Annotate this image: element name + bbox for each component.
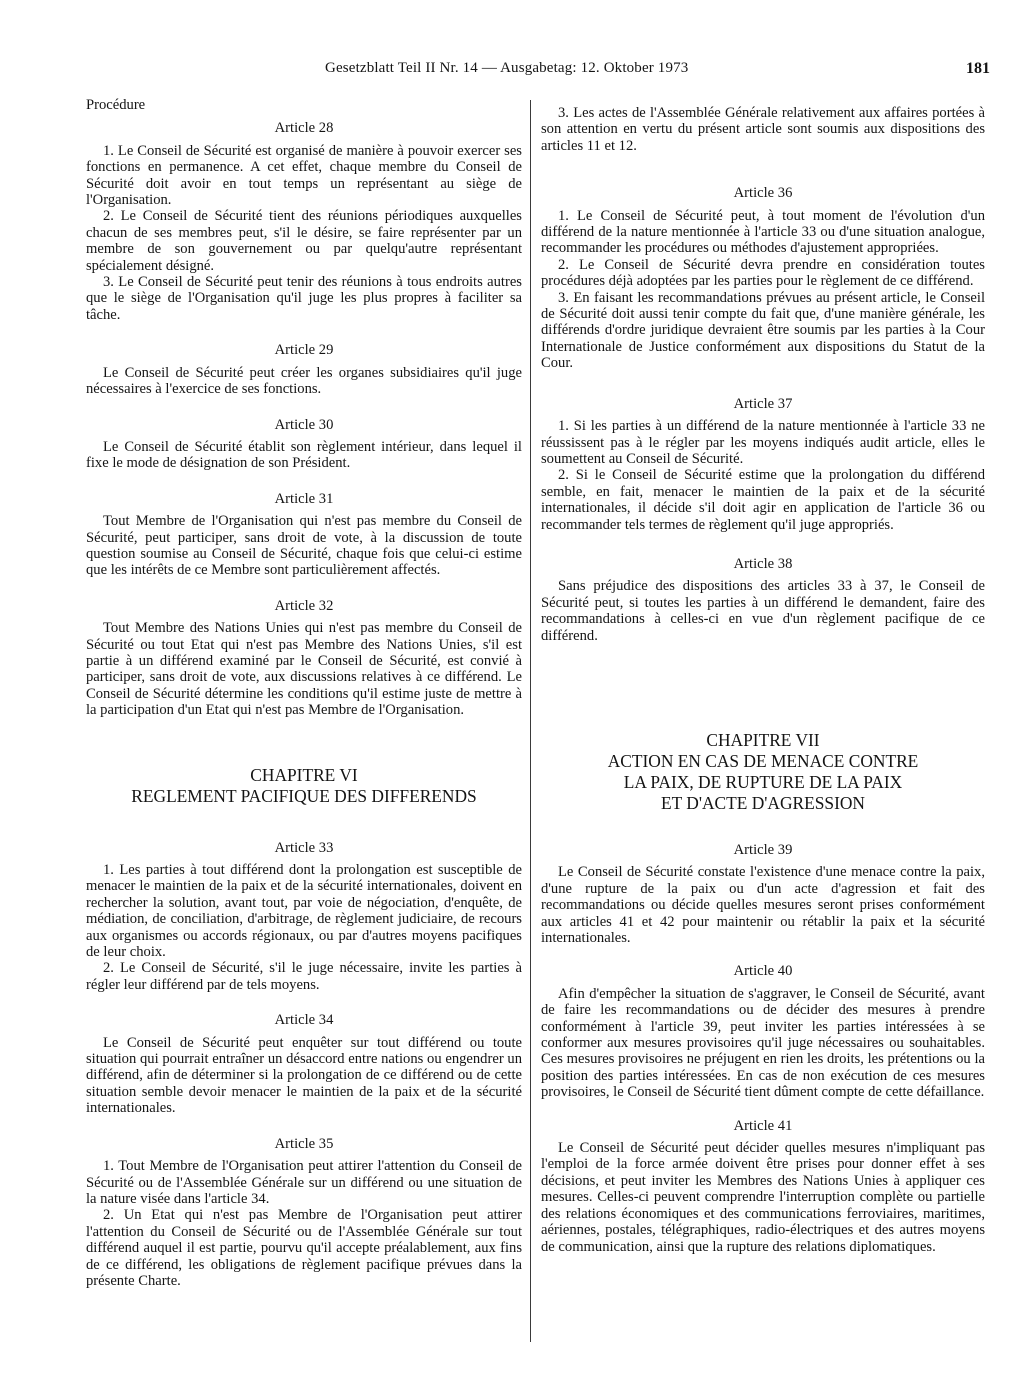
chapter-title-line: LA PAIX, DE RUPTURE DE LA PAIX [623,771,903,792]
article-title: Article 36 [733,185,793,202]
article-paragraph: 3. Les actes de l'Assemblée Générale relativement aux affaires portées à son attention en vertu du présent article sont soumis aux dispositions des articles 11 et 12. [541,105,985,154]
article-paragraph: 1. Le Conseil de Sécurité est organisé de manière à pouvoir exercer ses fonctions en permanence. A cet effet, chaque membre du Conseil de Sécurité doit avoir en tout temps un représentant au siège de l'Organisation. [86,142,522,209]
article-paragraph: 1. Si les parties à un différend de la nature mentionnée à l'article 33 ne réussissent pas à le régler par les moyens indiqués audit article, elles le soumettent au Conseil de Sécurité. [541,418,985,467]
chapter-6-heading [86,765,522,807]
article-title: Article 31 [274,490,334,507]
article-paragraph: 2. Le Conseil de Sécurité, s'il le juge nécessaire, invite les parties à régler leur différend par de tels moyens. [86,960,522,993]
article-paragraph: Le Conseil de Sécurité peut créer les organes subsidiaires qu'il juge nécessaires à l'exercice de ses fonctions. [86,364,522,398]
article-title: Article 32 [274,597,334,614]
article-34 [86,1012,522,1116]
article-paragraph: Sans préjudice des dispositions des articles 33 à 37, le Conseil de Sécurité peut, si toutes les parties à un différend le demandent, faire des recommandations à celles-ci en vue d'un règlement pacifique de ce différend. [541,578,985,644]
chapter-title-line: ACTION EN CAS DE MENACE CONTRE [607,750,919,771]
article-paragraph: 2. Si le Conseil de Sécurité estime que la prolongation du différend semble, en fait, menacer le maintien de la paix et de la sécurité internationales, il décide s'il doit agir en application de l'article 36 ou recommander tels termes de règlement qu'il juge appropriés. [541,467,985,533]
article-31 [86,491,522,579]
article-33 [86,840,522,994]
article-paragraph: 2. Le Conseil de Sécurité devra prendre en considération toutes procédures déjà adoptées par les parties pour le règlement de ce différend. [541,256,985,290]
article-paragraph: 1. Tout Membre de l'Organisation peut attirer l'attention du Conseil de Sécurité ou de l'Assemblée Générale sur un différend ou une situation de la nature visée dans l'article 34. [86,1158,522,1207]
article-35-continued [541,105,985,154]
column-divider [530,100,531,1342]
article-title: Article 37 [733,395,793,412]
chapter-title: REGLEMENT PACIFIQUE DES DIFFERENDS [131,785,477,806]
article-36 [541,185,985,371]
page-number: 181 [966,60,990,77]
chapter-title-line: ET D'ACTE D'AGRESSION [660,792,865,813]
article-paragraph: Le Conseil de Sécurité peut enquêter sur tout différend ou toute situation qui pourrait entraîner un désaccord entre nations ou engendrer un différend, afin de déterminer si la prolongation de ce différend ou de cette situation semble devoir menacer le maintien de la paix et de la sécurité internationales. [86,1034,522,1117]
article-35 [86,1136,522,1290]
article-paragraph: 1. Le Conseil de Sécurité peut, à tout moment de l'évolution d'un différend de la nature mentionnée à l'article 33 ou d'une situation analogue, recommander les procédures ou méthodes d'ajustement appropriées. [541,207,985,257]
header-title: Gesetzblatt Teil II Nr. 14 — Ausgabetag: 12. Oktober 1973 [325,60,689,76]
article-paragraph: Le Conseil de Sécurité constate l'existence d'une menace contre la paix, d'une rupture de la paix ou d'un acte d'agression et fait des recommandations ou décide quelles mesures seront prises conformément aux articles 41 et 42 pour maintenir ou rétablir la paix et la sécurité internationales. [541,864,985,946]
article-title: Article 33 [274,839,334,856]
article-paragraph: Le Conseil de Sécurité établit son règlement intérieur, dans lequel il fixe le mode de désignation de son Président. [86,438,522,472]
chapter-number: CHAPITRE VI [250,764,358,785]
article-title: Article 40 [733,963,793,980]
right-column [541,97,985,1255]
article-title: Article 29 [274,342,334,359]
article-30 [86,417,522,472]
chapter-number: CHAPITRE VII [706,729,820,750]
article-38 [541,556,985,644]
article-40 [541,963,985,1100]
article-title: Article 34 [274,1012,334,1029]
article-paragraph: 1. Les parties à tout différend dont la prolongation est susceptible de menacer le maintien de la paix et de la sécurité internationales, doivent en rechercher la solution, avant tout, par voie de négociation, d'enquête, de médiation, de conciliation, d'arbitrage, de règlement judiciaire, de recours aux organismes ou accords régionaux, ou par d'autres moyens pacifiques de leur choix. [86,862,522,961]
article-paragraph: Tout Membre de l'Organisation qui n'est pas membre du Conseil de Sécurité, peut participer, sans droit de vote, à la discussion de toute question soumise au Conseil de Sécurité, chaque fois que celui-ci estime que les intérêts de ce Membre sont particulièrement affectés. [86,513,522,579]
article-paragraph: Le Conseil de Sécurité peut décider quelles mesures n'impliquant pas l'emploi de la force armée doivent être prises pour donner effet à ses décisions, et peut inviter les Membres des Nations Unies à appliquer ces mesures. Celles-ci peuvent comprendre l'interruption complète ou partielle des relations économiques et des communications ferroviaires, maritimes, aériennes, postales, télégraphiques, radio-électriques et des autres moyens de communication, ainsi que la rupture des relations diplomatiques. [541,1140,985,1255]
article-28 [86,120,522,323]
left-column [86,97,522,1289]
chapter-7-heading [541,730,985,814]
article-paragraph: Tout Membre des Nations Unies qui n'est pas membre du Conseil de Sécurité ou tout Etat qui n'est pas Membre des Nations Unies, s'il est partie à un différend examiné par le Conseil de Sécurité, est convié à participer, sans droit de vote, aux discussions relatives à ce différend. Le Conseil de Sécurité détermine les conditions qu'il estime juste de mettre à la participation d'un Etat qui n'est pas Membre de l'Organisation. [86,620,522,719]
article-32 [86,598,522,719]
article-paragraph: 2. Le Conseil de Sécurité tient des réunions périodiques auxquelles chacun de ses membres peut, s'il le désire, se faire représenter par un membre de son gouvernement ou par quelqu'autre représentant spécialement désigné. [86,208,522,274]
article-41 [541,1118,985,1255]
article-paragraph: 3. Le Conseil de Sécurité peut tenir des réunions à tous endroits autres que le siège de l'Organisation qu'il juge les plus propres à faciliter sa tâche. [86,274,522,323]
article-title: Article 28 [274,120,334,137]
article-title: Article 38 [733,555,793,572]
page-header [0,58,1024,84]
article-37 [541,396,985,533]
article-paragraph: 2. Un Etat qui n'est pas Membre de l'Organisation peut attirer l'attention du Conseil de Sécurité ou de l'Assemblée Générale sur tout différend auquel il est partie, pourvu qu'il accepte préalablement, aux fins de ce différend, les obligations de règlement pacifique prévues dans la présente Charte. [86,1207,522,1289]
article-paragraph: Afin d'empêcher la situation de s'aggraver, le Conseil de Sécurité, avant de faire les recommandations ou de décider des mesures à prendre conformément à l'article 39, peut inviter les parties intéressées à se conformer aux mesures provisoires qu'il juge nécessaires ou souhaitables. Ces mesures provisoires ne préjugent en rien les droits, les prétentions ou la position des parties intéressées. En cas de non exécution de ces mesures provisoires, le Conseil de Sécurité tient dûment compte de cette défaillance. [541,985,985,1101]
article-39 [541,842,985,946]
article-title: Article 39 [733,841,793,858]
article-paragraph: 3. En faisant les recommandations prévues au présent article, le Conseil de Sécurité doit aussi tenir compte du fait que, d'une manière générale, les différends d'ordre juridique devraient être soumis par les parties à la Cour Internationale de Justice conformément aux dispositions du Statut de la Cour. [541,289,985,372]
article-title: Article 41 [733,1117,793,1134]
article-29 [86,342,522,397]
section-label-procedure: Procédure [86,97,146,113]
article-title: Article 35 [274,1135,334,1152]
article-title: Article 30 [274,416,334,433]
